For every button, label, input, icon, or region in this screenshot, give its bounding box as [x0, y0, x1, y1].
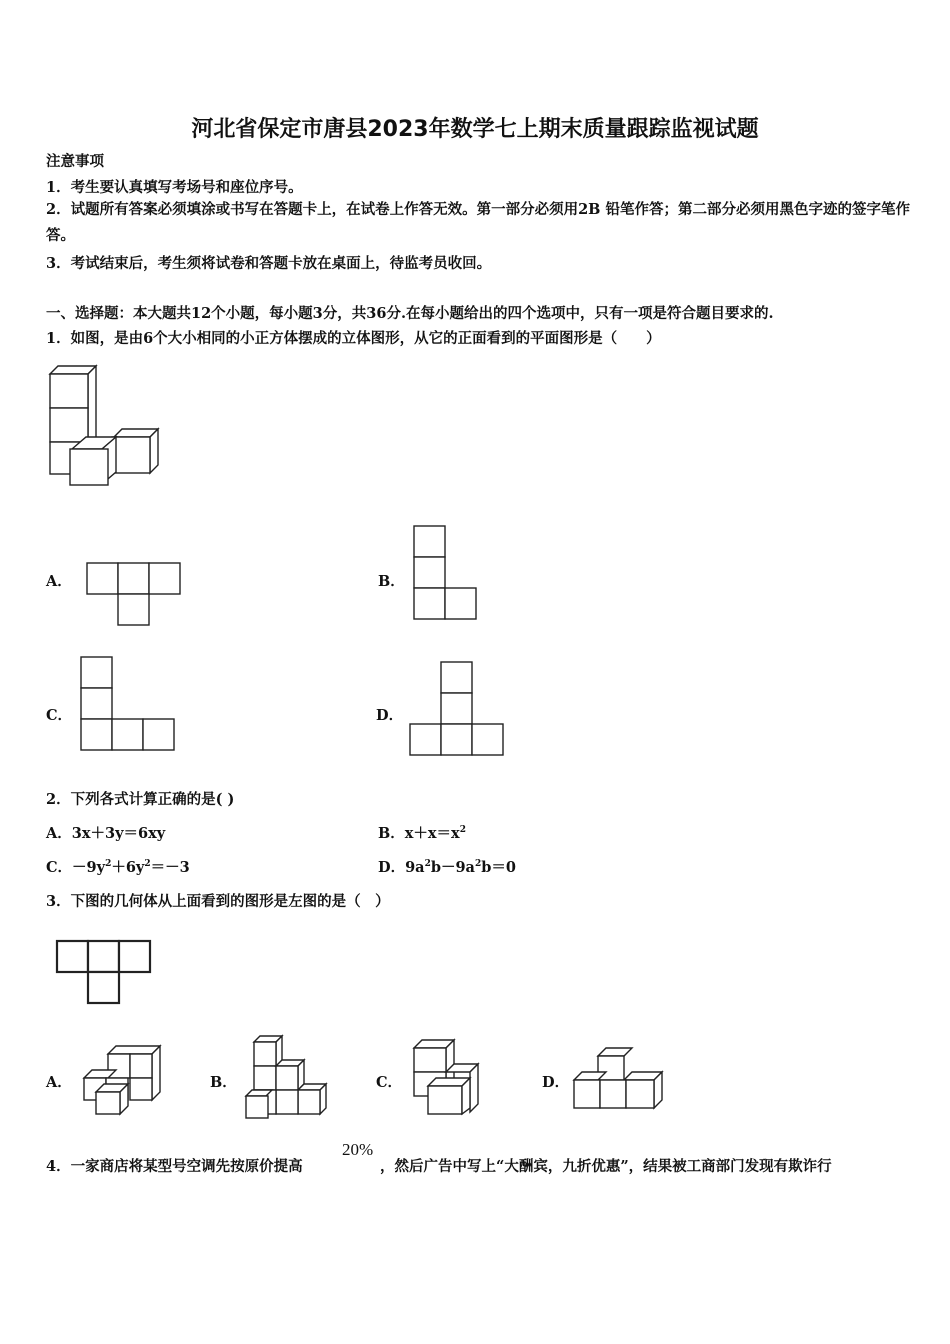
- q1-option-a-figure[interactable]: [86, 562, 182, 626]
- q1-solid-figure: [46, 362, 166, 487]
- notice-item-1: 1．考生要认真填写考场号和座位序号。: [46, 179, 303, 196]
- exponent: 2: [424, 859, 431, 869]
- q2-option-d[interactable]: [378, 856, 516, 877]
- q3-top-view-figure: [56, 940, 153, 1005]
- q2-option-a[interactable]: [46, 822, 165, 843]
- q1-option-d-figure[interactable]: [409, 661, 506, 757]
- section-heading: 一、选择题：本大题共12个小题，每小题3分，共36分.在每小题给出的四个选项中，只有一项是符合题目要求的.: [46, 305, 774, 322]
- term: b＝0: [481, 859, 516, 876]
- q2-option-b[interactable]: [378, 822, 466, 843]
- notice-item-2: 2．试题所有答案必须填涂或书写在答题卡上，在试卷上作答无效。第一部分必须用2B 铅笔作答；第二部分必须用黑色字迹的签字笔作答。: [46, 201, 910, 244]
- q4-text-part1: 4．一家商店将某型号空调先按原价提高: [46, 1158, 303, 1175]
- q3-option-c-label[interactable]: C．: [376, 1074, 403, 1091]
- q2-option-b-label: B．: [378, 825, 405, 842]
- q2-option-b-text: x＋x＝x: [404, 825, 460, 842]
- q2-option-a-label: A．: [46, 825, 72, 842]
- q1-option-b-figure[interactable]: [413, 525, 479, 622]
- exponent: 2: [459, 825, 466, 835]
- q2-option-c[interactable]: [46, 856, 190, 877]
- q4-percent: 20%: [342, 1140, 374, 1159]
- notice-item-3: 3．考试结束后，考生须将试卷和答题卡放在桌面上，待监考员收回。: [46, 255, 492, 272]
- q3-option-a-label[interactable]: A．: [46, 1074, 72, 1091]
- q1-option-a-label[interactable]: A．: [46, 573, 72, 590]
- q2-stem: 2．下列各式计算正确的是( ): [46, 791, 235, 808]
- q3-stem: 3．下图的几何体从上面看到的图形是左图的是（ ）: [46, 893, 390, 910]
- q3-option-a-figure[interactable]: [80, 1044, 162, 1116]
- q3-option-c-figure[interactable]: [410, 1038, 480, 1118]
- term: ＋6y: [111, 859, 145, 876]
- term: b－9a: [430, 859, 475, 876]
- q1-option-d-label[interactable]: D．: [376, 707, 404, 724]
- exponent: 2: [144, 859, 151, 869]
- paper-title: 河北省保定市唐县2023年数学七上期末质量跟踪监视试题: [191, 117, 759, 142]
- q2-option-c-label: C．: [46, 859, 73, 876]
- q3-option-b-figure[interactable]: [242, 1034, 328, 1120]
- q1-option-b-label[interactable]: B．: [378, 573, 405, 590]
- term: 9a: [405, 859, 425, 876]
- q3-option-b-label[interactable]: B．: [210, 1074, 237, 1091]
- q2-option-d-label: D．: [378, 859, 406, 876]
- term: ＝－3: [150, 859, 190, 876]
- q1-option-c-label[interactable]: C．: [46, 707, 73, 724]
- exponent: 2: [474, 859, 482, 869]
- q3-option-d-figure[interactable]: [572, 1046, 664, 1112]
- q1-stem: 1．如图，是由6个大小相同的小正方体摆成的立体图形，从它的正面看到的平面图形是（ ）: [46, 330, 661, 347]
- term: －9y: [72, 859, 106, 876]
- q3-option-d-label[interactable]: D．: [542, 1074, 570, 1091]
- q1-option-c-figure[interactable]: [80, 656, 177, 752]
- exponent: 2: [105, 859, 112, 869]
- notice-heading: 注意事项: [46, 153, 104, 170]
- q4-text-part2: ，然后广告中写上“大酬宾，九折优惠”，结果被工商部门发现有欺诈行: [380, 1158, 832, 1175]
- q2-option-a-text: 3x＋3y＝6xy: [71, 825, 166, 842]
